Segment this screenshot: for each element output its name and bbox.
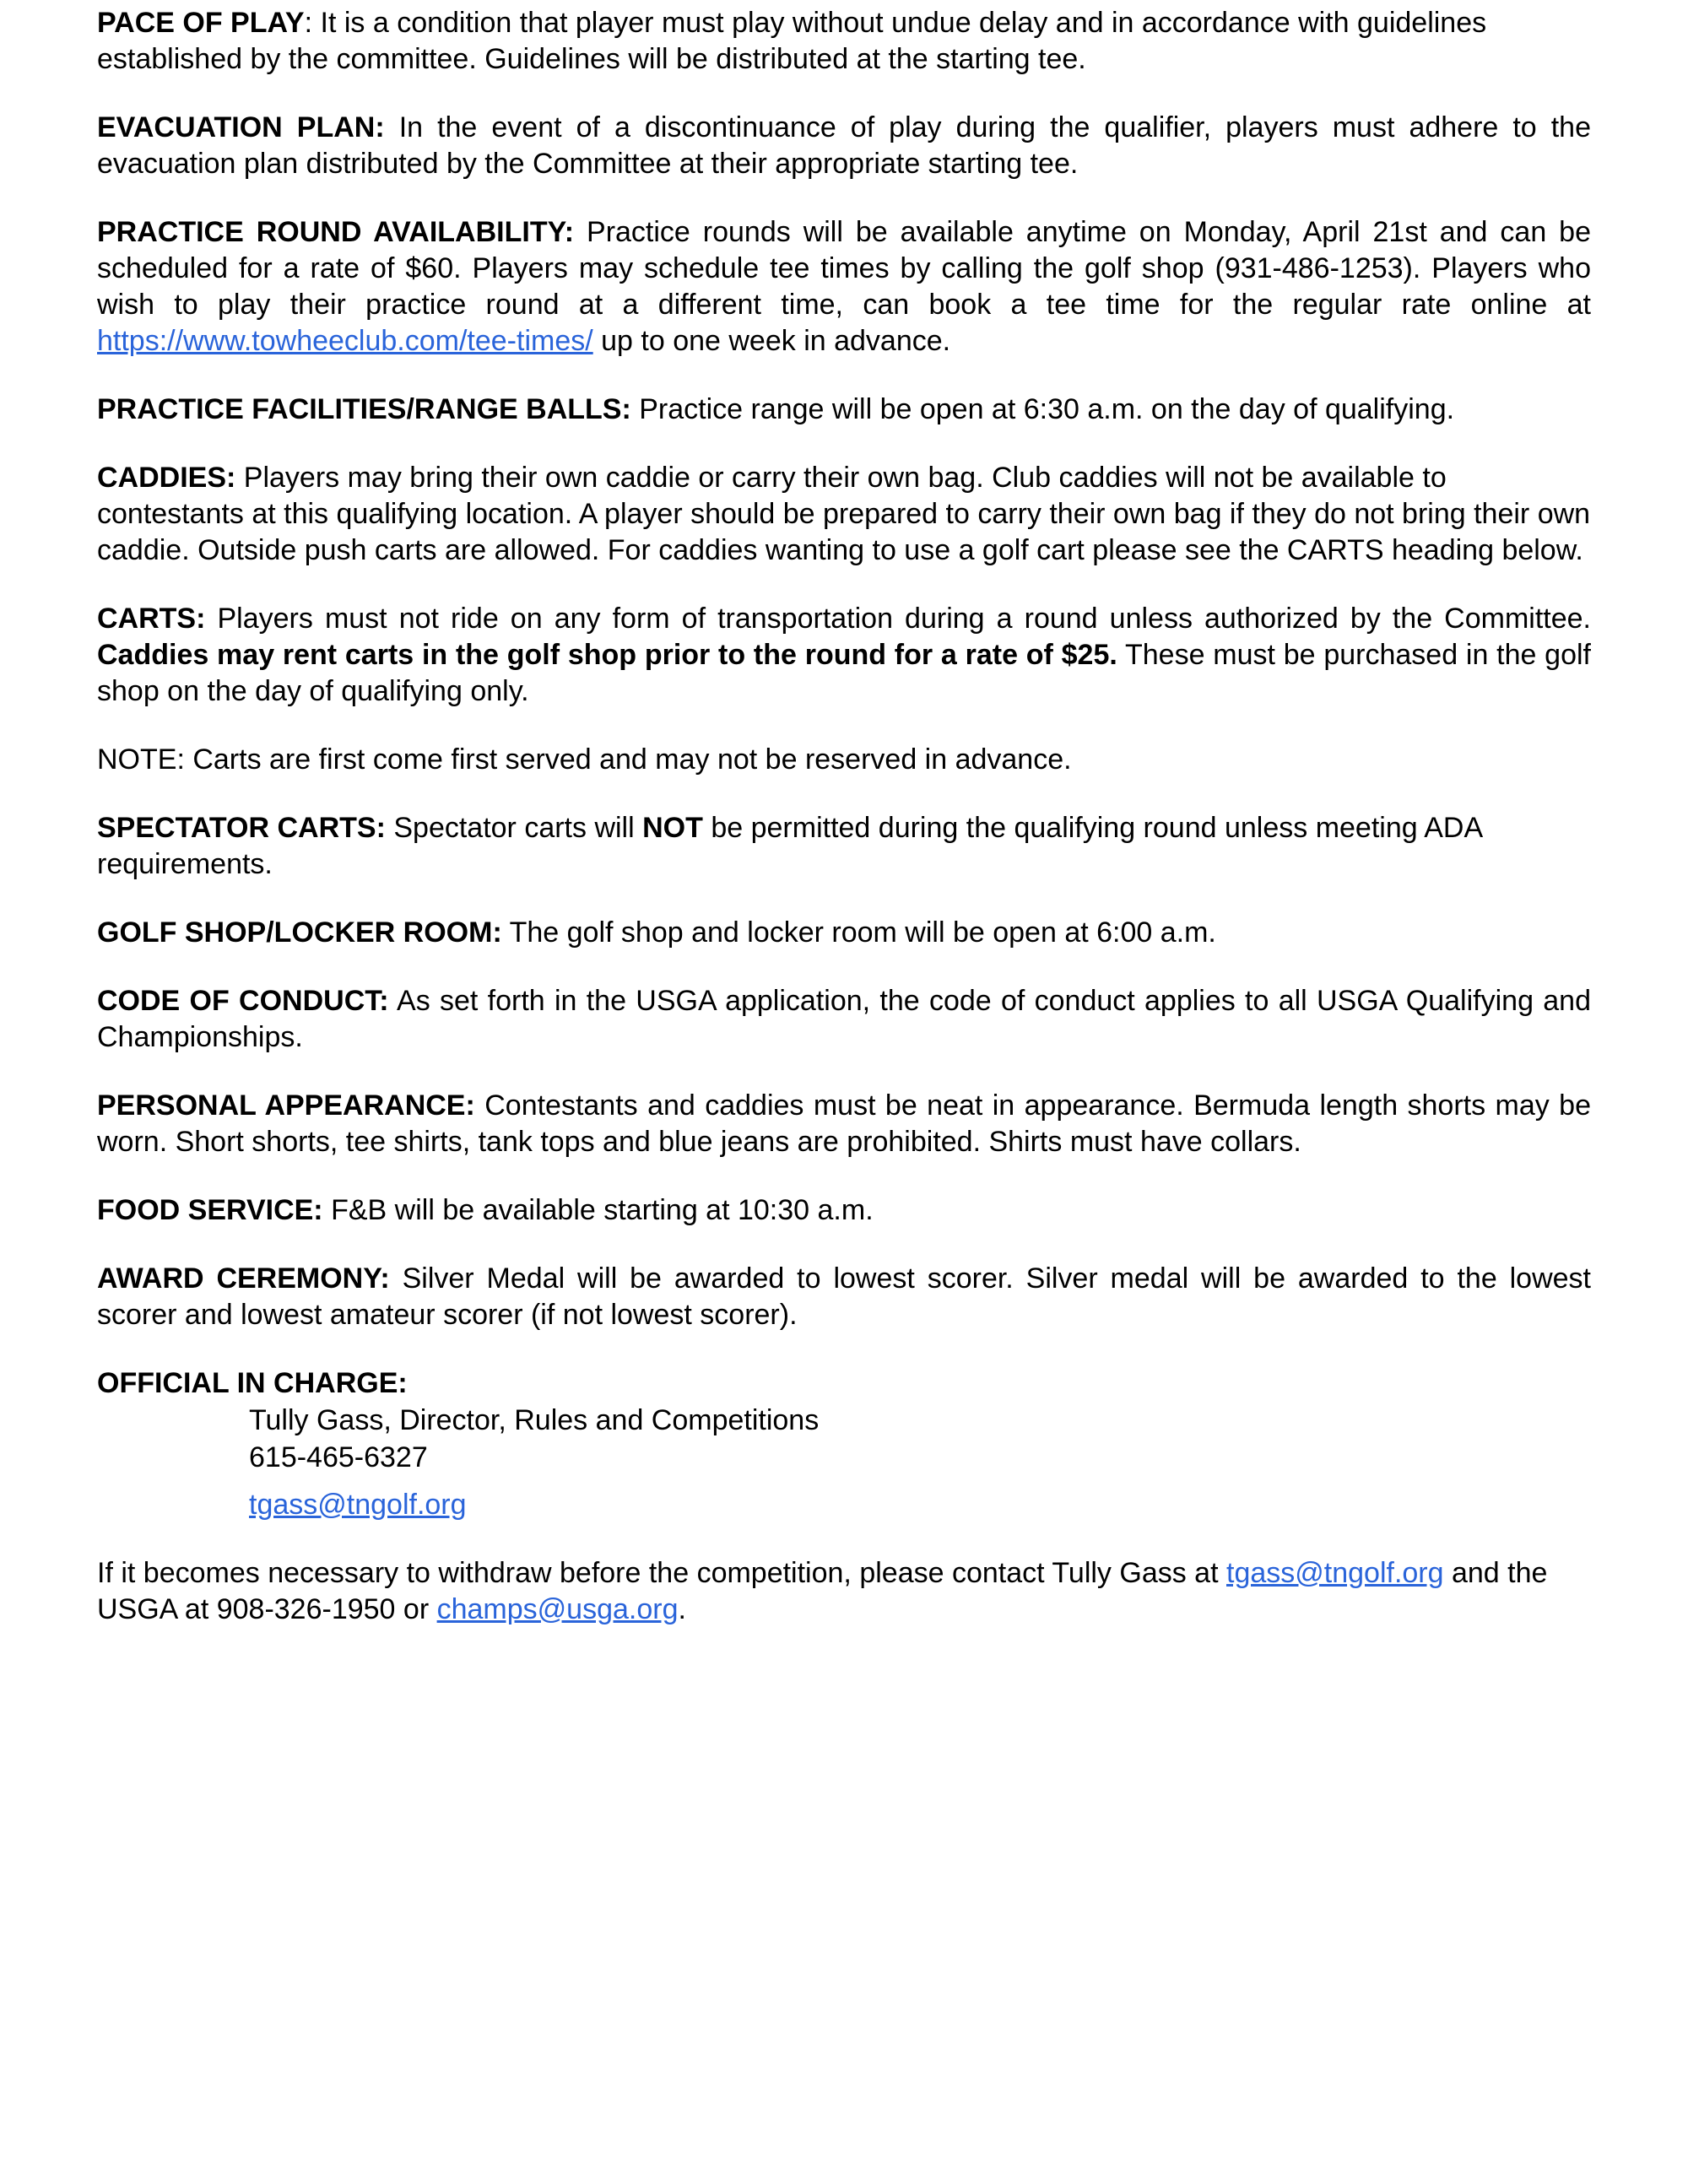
body-text: up to one week in advance. <box>592 325 951 357</box>
section-caddies <box>97 460 1591 569</box>
heading-golf-shop-locker-room: GOLF SHOP/LOCKER ROOM: <box>97 916 502 949</box>
body-text: F&B will be available starting at 10:30 a.m. <box>322 1194 874 1226</box>
section-withdraw <box>97 1555 1591 1628</box>
link-champs-email[interactable]: champs@usga.org <box>436 1593 679 1625</box>
heading-pace-of-play: PACE OF PLAY <box>97 7 305 39</box>
section-note <box>97 742 1591 778</box>
heading-code-of-conduct: CODE OF CONDUCT: <box>97 985 389 1017</box>
body-text: If it becomes necessary to withdraw before the competition, please contact Tully Gass at <box>97 1557 1226 1589</box>
body-text: In the event of a discontinuance of play during the qualifier, players must adhere to the evacuation plan distributed by the Committee at their appropriate starting tee. <box>97 111 1592 180</box>
section-food-service <box>97 1192 1591 1229</box>
section-code-of-conduct <box>97 983 1591 1056</box>
body-text: Practice range will be open at 6:30 a.m. on the day of qualifying. <box>630 393 1455 425</box>
body-text: Contestants and caddies must be neat in appearance. Bermuda length shorts may be worn. Short shorts, tee shirts, tank tops and blue jeans are prohibited. Shirts must have collars. <box>97 1089 1591 1158</box>
body-text: Silver Medal will be awarded to lowest scorer. Silver medal will be awarded to the lowest scorer and lowest amateur scorer (if not lowest scorer). <box>97 1262 1591 1331</box>
heading-award-ceremony: AWARD CEREMONY: <box>97 1262 390 1295</box>
body-text: be permitted during the qualifying round unless meeting ADA requirements. <box>97 812 1482 880</box>
body-text: These must be purchased in the golf shop on the day of qualifying only. <box>97 639 1591 707</box>
body-text: Players must not ride on any form of transportation during a round unless authorized by the Committee. <box>205 603 1591 635</box>
bold-cart-rental-text: Caddies may rent carts in the golf shop prior to the round for a rate of $25. <box>97 639 1117 671</box>
link-tgass-email[interactable]: tgass@tngolf.org <box>249 1489 467 1521</box>
heading-official-in-charge: OFFICIAL IN CHARGE: <box>97 1367 408 1399</box>
heading-personal-appearance: PERSONAL APPEARANCE: <box>97 1089 475 1122</box>
heading-carts: CARTS: <box>97 603 206 635</box>
heading-evacuation-plan: EVACUATION PLAN: <box>97 111 385 143</box>
section-golf-shop-locker-room <box>97 915 1591 951</box>
body-text: As set forth in the USGA application, the code of conduct applies to all USGA Qualifying and Championships. <box>97 985 1592 1053</box>
heading-practice-facilities-range-balls: PRACTICE FACILITIES/RANGE BALLS: <box>97 393 631 425</box>
body-text: Practice rounds will be available anytime on Monday, April 21st and can be scheduled for a rate of $60. Players may schedule tee times by calling the golf shop (931-486-1253). Players who wish to play their practice round at a different time, can book a tee time for the regular rate online at <box>97 216 1591 321</box>
official-name: Tully Gass, Director, Rules and Competitions <box>249 1404 820 1436</box>
section-practice-facilities-range-balls <box>97 392 1591 428</box>
body-text: The golf shop and locker room will be open at 6:00 a.m. <box>501 916 1216 949</box>
heading-food-service: FOOD SERVICE: <box>97 1194 323 1226</box>
section-personal-appearance <box>97 1088 1591 1160</box>
official-phone: 615-465-6327 <box>249 1441 428 1473</box>
body-text: . <box>678 1593 686 1625</box>
section-pace-of-play <box>97 5 1591 78</box>
section-carts <box>97 601 1591 710</box>
link-tee-times[interactable]: https://www.towheeclub.com/tee-times/ <box>97 325 593 357</box>
body-text: Players may bring their own caddie or carry their own bag. Club caddies will not be available to contestants at this qualifying location. A player should be prepared to carry their own bag if they do not bring their own caddie. Outside push carts are allowed. For caddies wanting to use a golf cart please see the CARTS heading below. <box>97 462 1591 566</box>
heading-spectator-carts: SPECTATOR CARTS: <box>97 812 386 844</box>
section-award-ceremony <box>97 1261 1591 1333</box>
body-text: and the USGA at 908-326-1950 or <box>97 1557 1548 1625</box>
note-text: NOTE: Carts are first come first served and may not be reserved in advance. <box>97 743 1072 776</box>
official-contact-block <box>97 1402 1591 1523</box>
section-official-in-charge <box>97 1365 1591 1402</box>
link-tgass-email-2[interactable]: tgass@tngolf.org <box>1226 1557 1444 1589</box>
section-evacuation-plan <box>97 110 1591 182</box>
heading-caddies: CADDIES: <box>97 462 236 494</box>
bold-not-text: NOT <box>642 812 703 844</box>
body-text: : It is a condition that player must play without undue delay and in accordance with guidelines established by the committee. Guidelines will be distributed at the starting tee. <box>97 7 1487 75</box>
section-spectator-carts <box>97 810 1591 883</box>
heading-practice-round-availability: PRACTICE ROUND AVAILABILITY: <box>97 216 575 248</box>
body-text: Spectator carts will <box>385 812 643 844</box>
section-practice-round-availability <box>97 214 1591 359</box>
